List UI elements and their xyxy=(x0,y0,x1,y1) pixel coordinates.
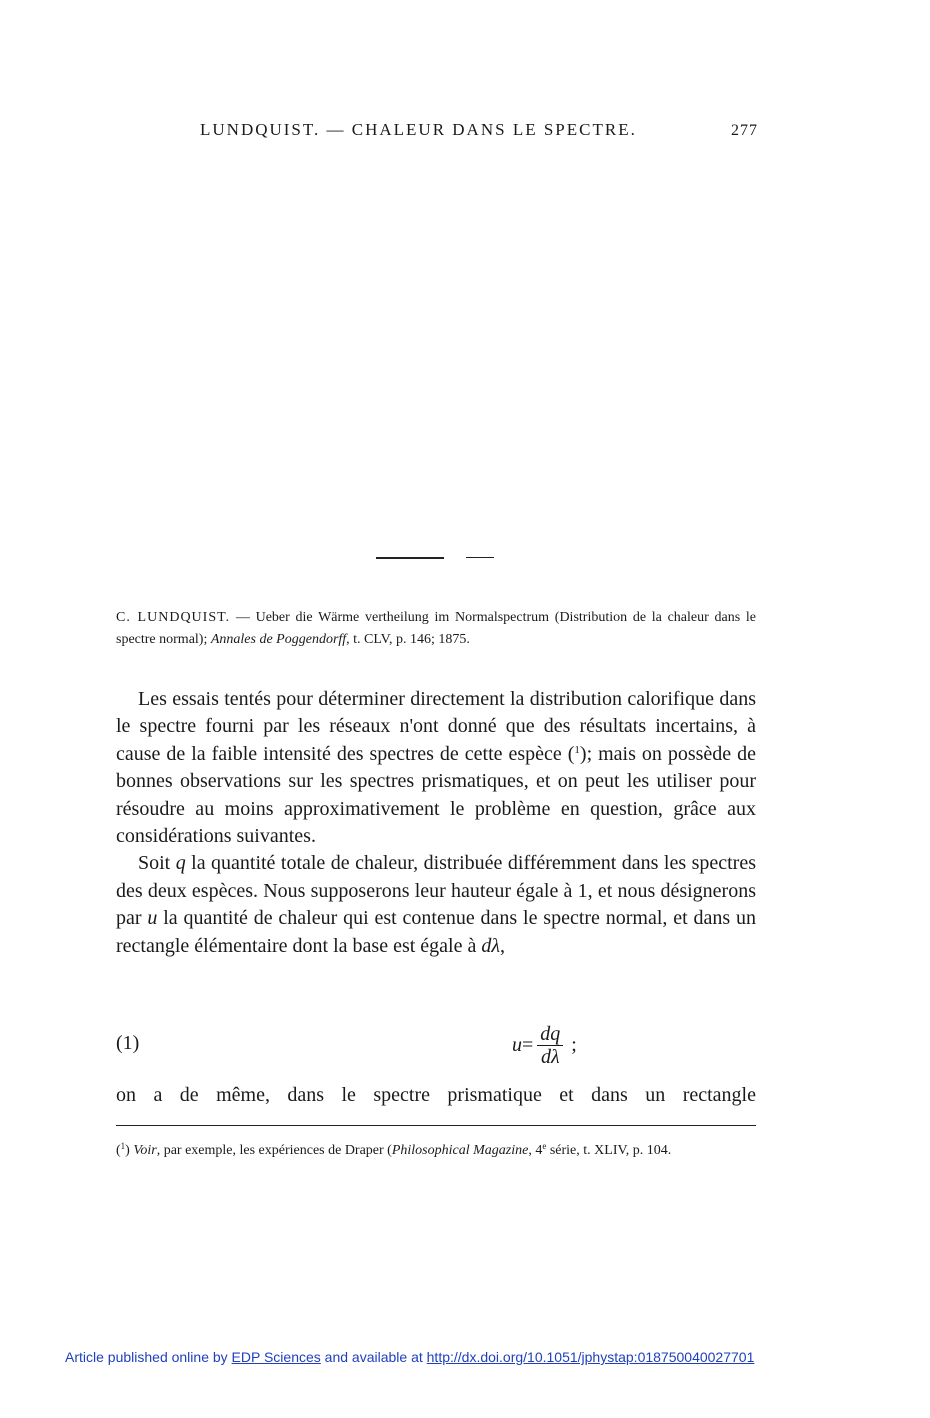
equation-1 xyxy=(116,1022,756,1068)
page-number: 277 xyxy=(731,122,758,139)
publisher-prefix: Article published online by xyxy=(65,1349,232,1365)
variable-d-lambda: dλ xyxy=(481,934,501,957)
footnote-rule xyxy=(116,1125,756,1126)
footnote-ref-marker: 1 xyxy=(574,743,580,756)
edp-sciences-link[interactable]: EDP Sciences xyxy=(231,1349,321,1365)
reference-journal: Annales de Poggendorff xyxy=(210,632,347,647)
footnote-voir: Voir xyxy=(133,1143,157,1158)
variable-q: q xyxy=(175,852,186,875)
paragraph-2 xyxy=(116,850,756,960)
equation-tail: ; xyxy=(571,1033,577,1056)
paragraph-1-text-b: ); mais on possède de bonnes observations sur les spectres prismatiques, et on peut les utiliser pour résoudre au moins approximativement le problème en question, grâce aux considérations suivantes. xyxy=(116,742,756,848)
separator-rule-short xyxy=(466,557,494,558)
footnote-journal: Philosophical Magazine xyxy=(391,1143,529,1158)
fraction-numerator: dq xyxy=(540,1022,561,1045)
reference-author: C. LUNDQUIST. xyxy=(116,610,231,625)
footnote-marker: 1 xyxy=(120,1141,126,1151)
paragraph-1 xyxy=(116,686,756,850)
footnote-text-c: série, t. XLIV, p. 104. xyxy=(546,1143,672,1158)
body-text xyxy=(116,686,756,960)
equation-fraction xyxy=(537,1024,563,1067)
separator-rule-long xyxy=(376,557,444,559)
paragraph-2-text-b: la quantité totale de chaleur, distribuée différemment dans les spectres des deux espèces. Nous supposerons leur hauteur égale à xyxy=(116,852,756,902)
reference-title: Ueber die Wärme vertheilung im Normalspectrum (Distribution de la chaleur dans le spectre normal); xyxy=(116,610,756,647)
paragraph-2-text-d: la quantité de chaleur qui est contenue dans le spectre normal, et dans un rectangle élémentaire dont la base est égale à xyxy=(116,907,756,957)
running-header xyxy=(200,120,760,144)
footnote-series-sup: e xyxy=(542,1141,547,1151)
paragraph-2-text-c: , et nous désignerons par xyxy=(116,879,756,930)
equation-number: (1) xyxy=(116,1032,140,1054)
continuation-line: on a de même, dans le spectre prismatique et dans un rectangle xyxy=(116,1084,756,1106)
footnote: ($^1$) Voir, par exemple, les expériences de Draper (Philosophical Magazine, 4e série, t. XLIV, p. 104. xyxy=(116,1141,672,1158)
value-one: 1 xyxy=(577,879,588,902)
doi-link[interactable]: http://dx.doi.org/10.1051/jphystap:018750040027701 xyxy=(426,1349,755,1365)
bibliographic-reference xyxy=(116,607,756,651)
paragraph-2-text-a: Soit xyxy=(138,852,176,875)
footnote-text-b: , 4 xyxy=(528,1143,543,1158)
equation-lhs: u xyxy=(512,1033,522,1056)
equation-body xyxy=(512,1022,577,1068)
fraction-denominator: dλ xyxy=(540,1045,560,1068)
reference-details: , t. CLV, p. 146; 1875. xyxy=(346,632,470,647)
publisher-middle: and available at xyxy=(320,1349,427,1365)
equation-equals: = xyxy=(522,1033,534,1056)
running-title: LUNDQUIST. — CHALEUR DANS LE SPECTRE. xyxy=(200,120,637,139)
footnote-text-a: , par exemple, les expériences de Draper ( xyxy=(156,1143,392,1158)
variable-u: u xyxy=(147,907,158,930)
publisher-banner xyxy=(65,1349,754,1365)
reference-dash: — xyxy=(230,610,256,625)
paragraph-2-text-e: , xyxy=(500,934,506,957)
paragraph-1-text-a: Les essais tentés pour déterminer directement la distribution calorifique dans le spectre fourni par les réseaux n'ont donné que des résultats incertains, à cause de la faible intensité des spectres de cette espèce ( xyxy=(116,688,756,765)
